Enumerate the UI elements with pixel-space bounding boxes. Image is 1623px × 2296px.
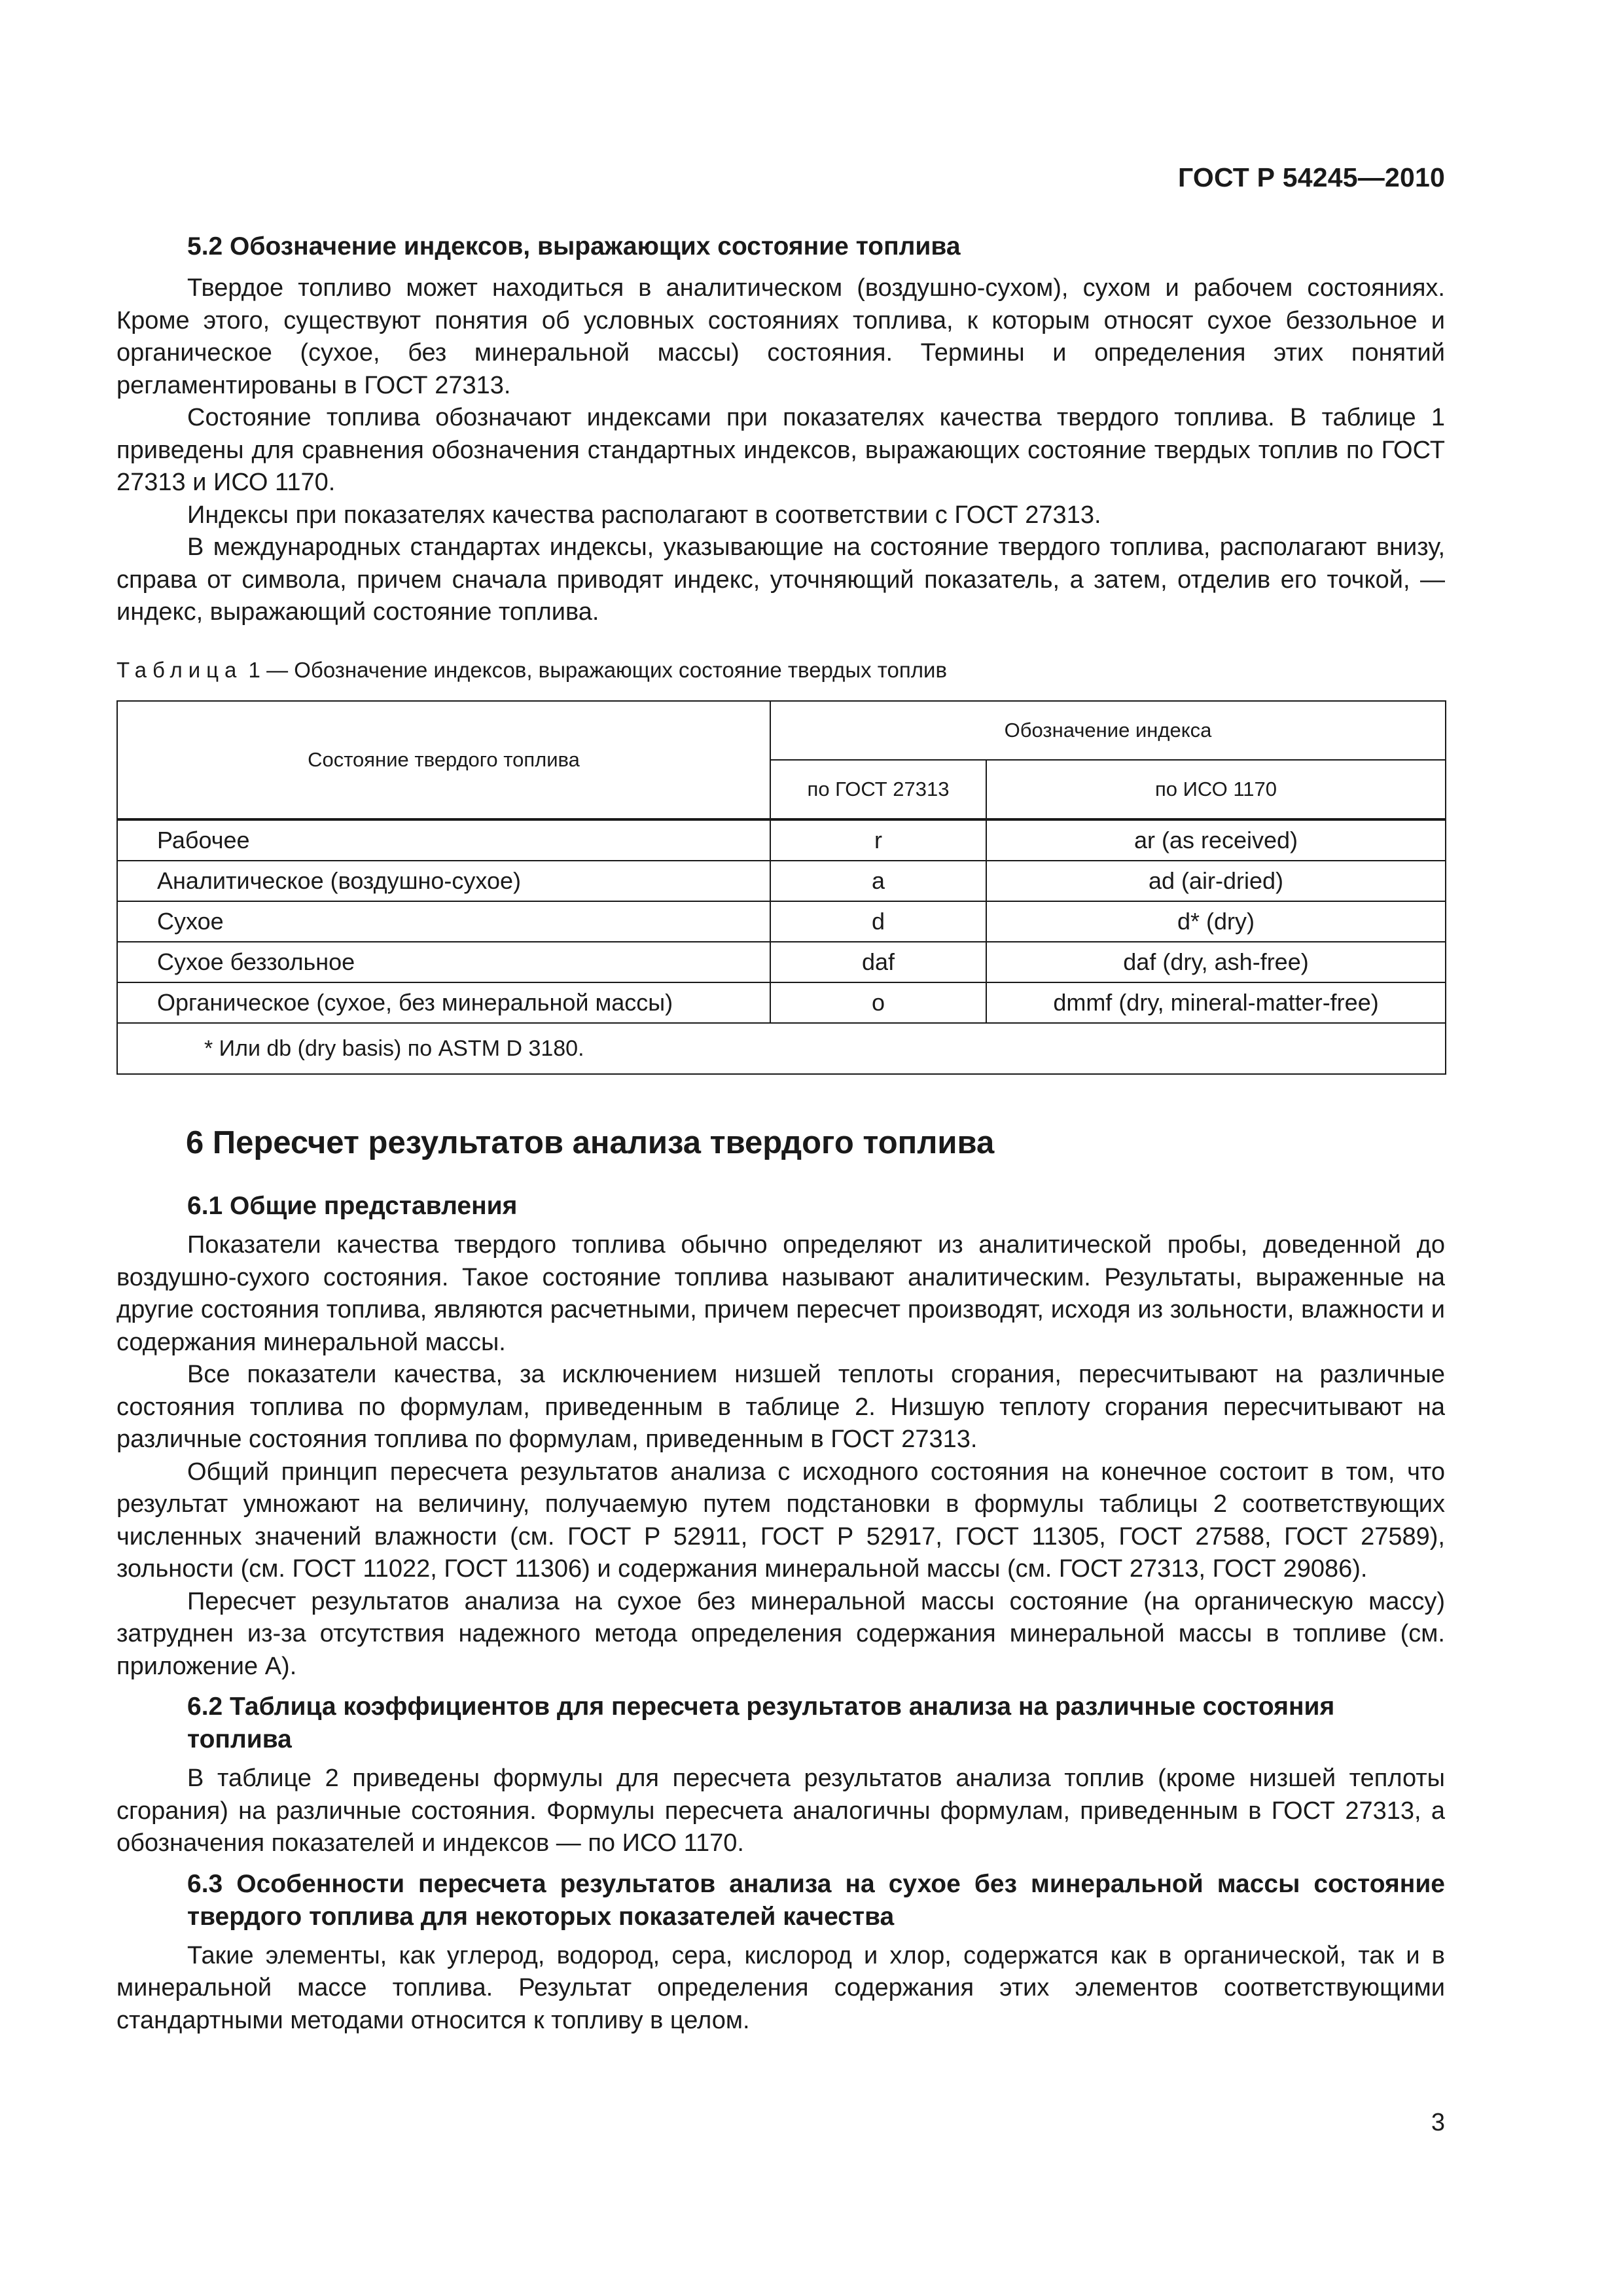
table-footnote-row xyxy=(117,1023,1446,1074)
table-row xyxy=(117,861,1446,901)
section-6 xyxy=(116,1123,1445,2037)
table-cell-state: Сухое беззольное xyxy=(117,942,770,982)
section-6-3-title-text: 6.3 Особенности пересчета результатов анализа на сухое без минеральной массы состояние твердого топлива для некоторых показателей качества xyxy=(187,1869,1445,1931)
paragraph: Пересчет результатов анализа на сухое без минеральной массы состояние (на органическую массу) затруднен из-за отсутствия надежного метода определения содержания минеральной массы в топливе (см. приложение А). xyxy=(116,1587,1445,1680)
table-1-caption xyxy=(116,657,1445,683)
table-cell-iso: d* (dry) xyxy=(986,901,1446,942)
section-6-2-title xyxy=(116,1691,1445,1756)
table-caption-label: Таблица xyxy=(116,658,243,682)
table-row xyxy=(117,819,1446,861)
table-cell-state: Рабочее xyxy=(117,819,770,861)
table-cell-state: Аналитическое (воздушно-сухое) xyxy=(117,861,770,901)
table-header-iso: по ИСО 1170 xyxy=(986,760,1446,819)
paragraph: Показатели качества твердого топлива обычно определяют из аналитической пробы, доведенной до воздушно-сухого состояния. Такое состояние топлива называют аналитическим. Результаты, выраженные на другие состояния топлива, являются расчетными, причем пересчет производят, исходя из зольности, влажности и содержания минеральной массы. xyxy=(116,1231,1445,1356)
table-cell-gost: daf xyxy=(770,942,986,982)
table-row xyxy=(117,901,1446,942)
table-cell-gost: o xyxy=(770,982,986,1023)
table-1 xyxy=(116,700,1446,1075)
section-5-2 xyxy=(116,230,1445,629)
paragraph: Все показатели качества, за исключением низшей теплоты сгорания, пересчитывают на различные состояния топлива по формулам, приведенным в таблице 2. Низшую теплоту сгорания пересчитывают на различные состояния топлива по формулам, приведенным в ГОСТ 27313. xyxy=(116,1361,1445,1453)
table-cell-state: Органическое (сухое, без минеральной массы) xyxy=(117,982,770,1023)
paragraph: Такие элементы, как углерод, водород, сера, кислород и хлор, содержатся как в органической, так и в минеральной массе топлива. Результат определения содержания этих элементов соответствующими стандартными методами относится к топливу в целом. xyxy=(116,1941,1445,2034)
section-6-1-title: 6.1 Общие представления xyxy=(187,1192,518,1220)
paragraph: Твердое топливо может находиться в аналитическом (воздушно-сухом), сухом и рабочем состояниях. Кроме этого, существуют понятия об условных состояниях топлива, к которым относят сухое беззольное и органическое (сухое, без минеральной массы) состояния. Термины и определения этих понятий регламентированы в ГОСТ 27313. xyxy=(116,274,1445,399)
table-header-index: Обозначение индекса xyxy=(770,701,1446,760)
section-6-title: 6 Пересчет результатов анализа твердого топлива xyxy=(186,1125,995,1160)
table-cell-gost: a xyxy=(770,861,986,901)
paragraph: Индексы при показателях качества располагают в соответствии с ГОСТ 27313. xyxy=(187,501,1101,529)
table-row xyxy=(117,982,1446,1023)
table-header-gost: по ГОСТ 27313 xyxy=(770,760,986,819)
table-cell-iso: ad (air-dried) xyxy=(986,861,1446,901)
document-id-header: ГОСТ Р 54245—2010 xyxy=(1178,162,1445,192)
table-row xyxy=(117,942,1446,982)
table-cell-iso: ar (as received) xyxy=(986,819,1446,861)
section-6-3-title xyxy=(116,1868,1445,1933)
table-cell-iso: dmmf (dry, mineral-matter-free) xyxy=(986,982,1446,1023)
section-6-2-title-text: 6.2 Таблица коэффициентов для пересчета результатов анализа на различные состояния топлива xyxy=(187,1693,1335,1753)
paragraph: В таблице 2 приведены формулы для пересчета результатов анализа топлив (кроме низшей теплоты сгорания) на различные состояния. Формулы пересчета аналогичны формулам, приведенным в ГОСТ 27313, а обозначения показателей и индексов — по ИСО 1170. xyxy=(116,1765,1445,1857)
paragraph: Состояние топлива обозначают индексами при показателях качества твердого топлива. В таблице 1 приведены для сравнения обозначения стандартных индексов, выражающих состояние твердых топлив по ГОСТ 27313 и ИСО 1170. xyxy=(116,404,1445,496)
page-number: 3 xyxy=(1431,2109,1445,2136)
paragraph: Общий принцип пересчета результатов анализа с исходного состояния на конечное состоит в том, что результат умножают на величину, получаемую путем подстановки в формулы таблицы 2 соответствующих численных значений влажности (см. ГОСТ Р 52911, ГОСТ Р 52917, ГОСТ 11305, ГОСТ 27588, ГОСТ 27589), зольности (см. ГОСТ 11022, ГОСТ 11306) и содержания минеральной массы (см. ГОСТ 27313, ГОСТ 29086). xyxy=(116,1458,1445,1583)
table-cell-gost: d xyxy=(770,901,986,942)
table-cell-state: Сухое xyxy=(117,901,770,942)
table-cell-iso: daf (dry, ash-free) xyxy=(986,942,1446,982)
table-caption-text: 1 — Обозначение индексов, выражающих состояние твердых топлив xyxy=(242,658,947,682)
table-cell-gost: r xyxy=(770,819,986,861)
table-header-state: Состояние твердого топлива xyxy=(117,701,770,819)
section-5-2-title: 5.2 Обозначение индексов, выражающих состояние топлива xyxy=(187,232,961,260)
paragraph: В международных стандартах индексы, указывающие на состояние твердого топлива, располагают внизу, справа от символа, причем сначала приводят индекс, уточняющий показатель, а затем, отделив его точкой, — индекс, выражающий состояние топлива. xyxy=(116,533,1445,626)
table-footnote: * Или db (dry basis) по ASTM D 3180. xyxy=(117,1023,1446,1074)
